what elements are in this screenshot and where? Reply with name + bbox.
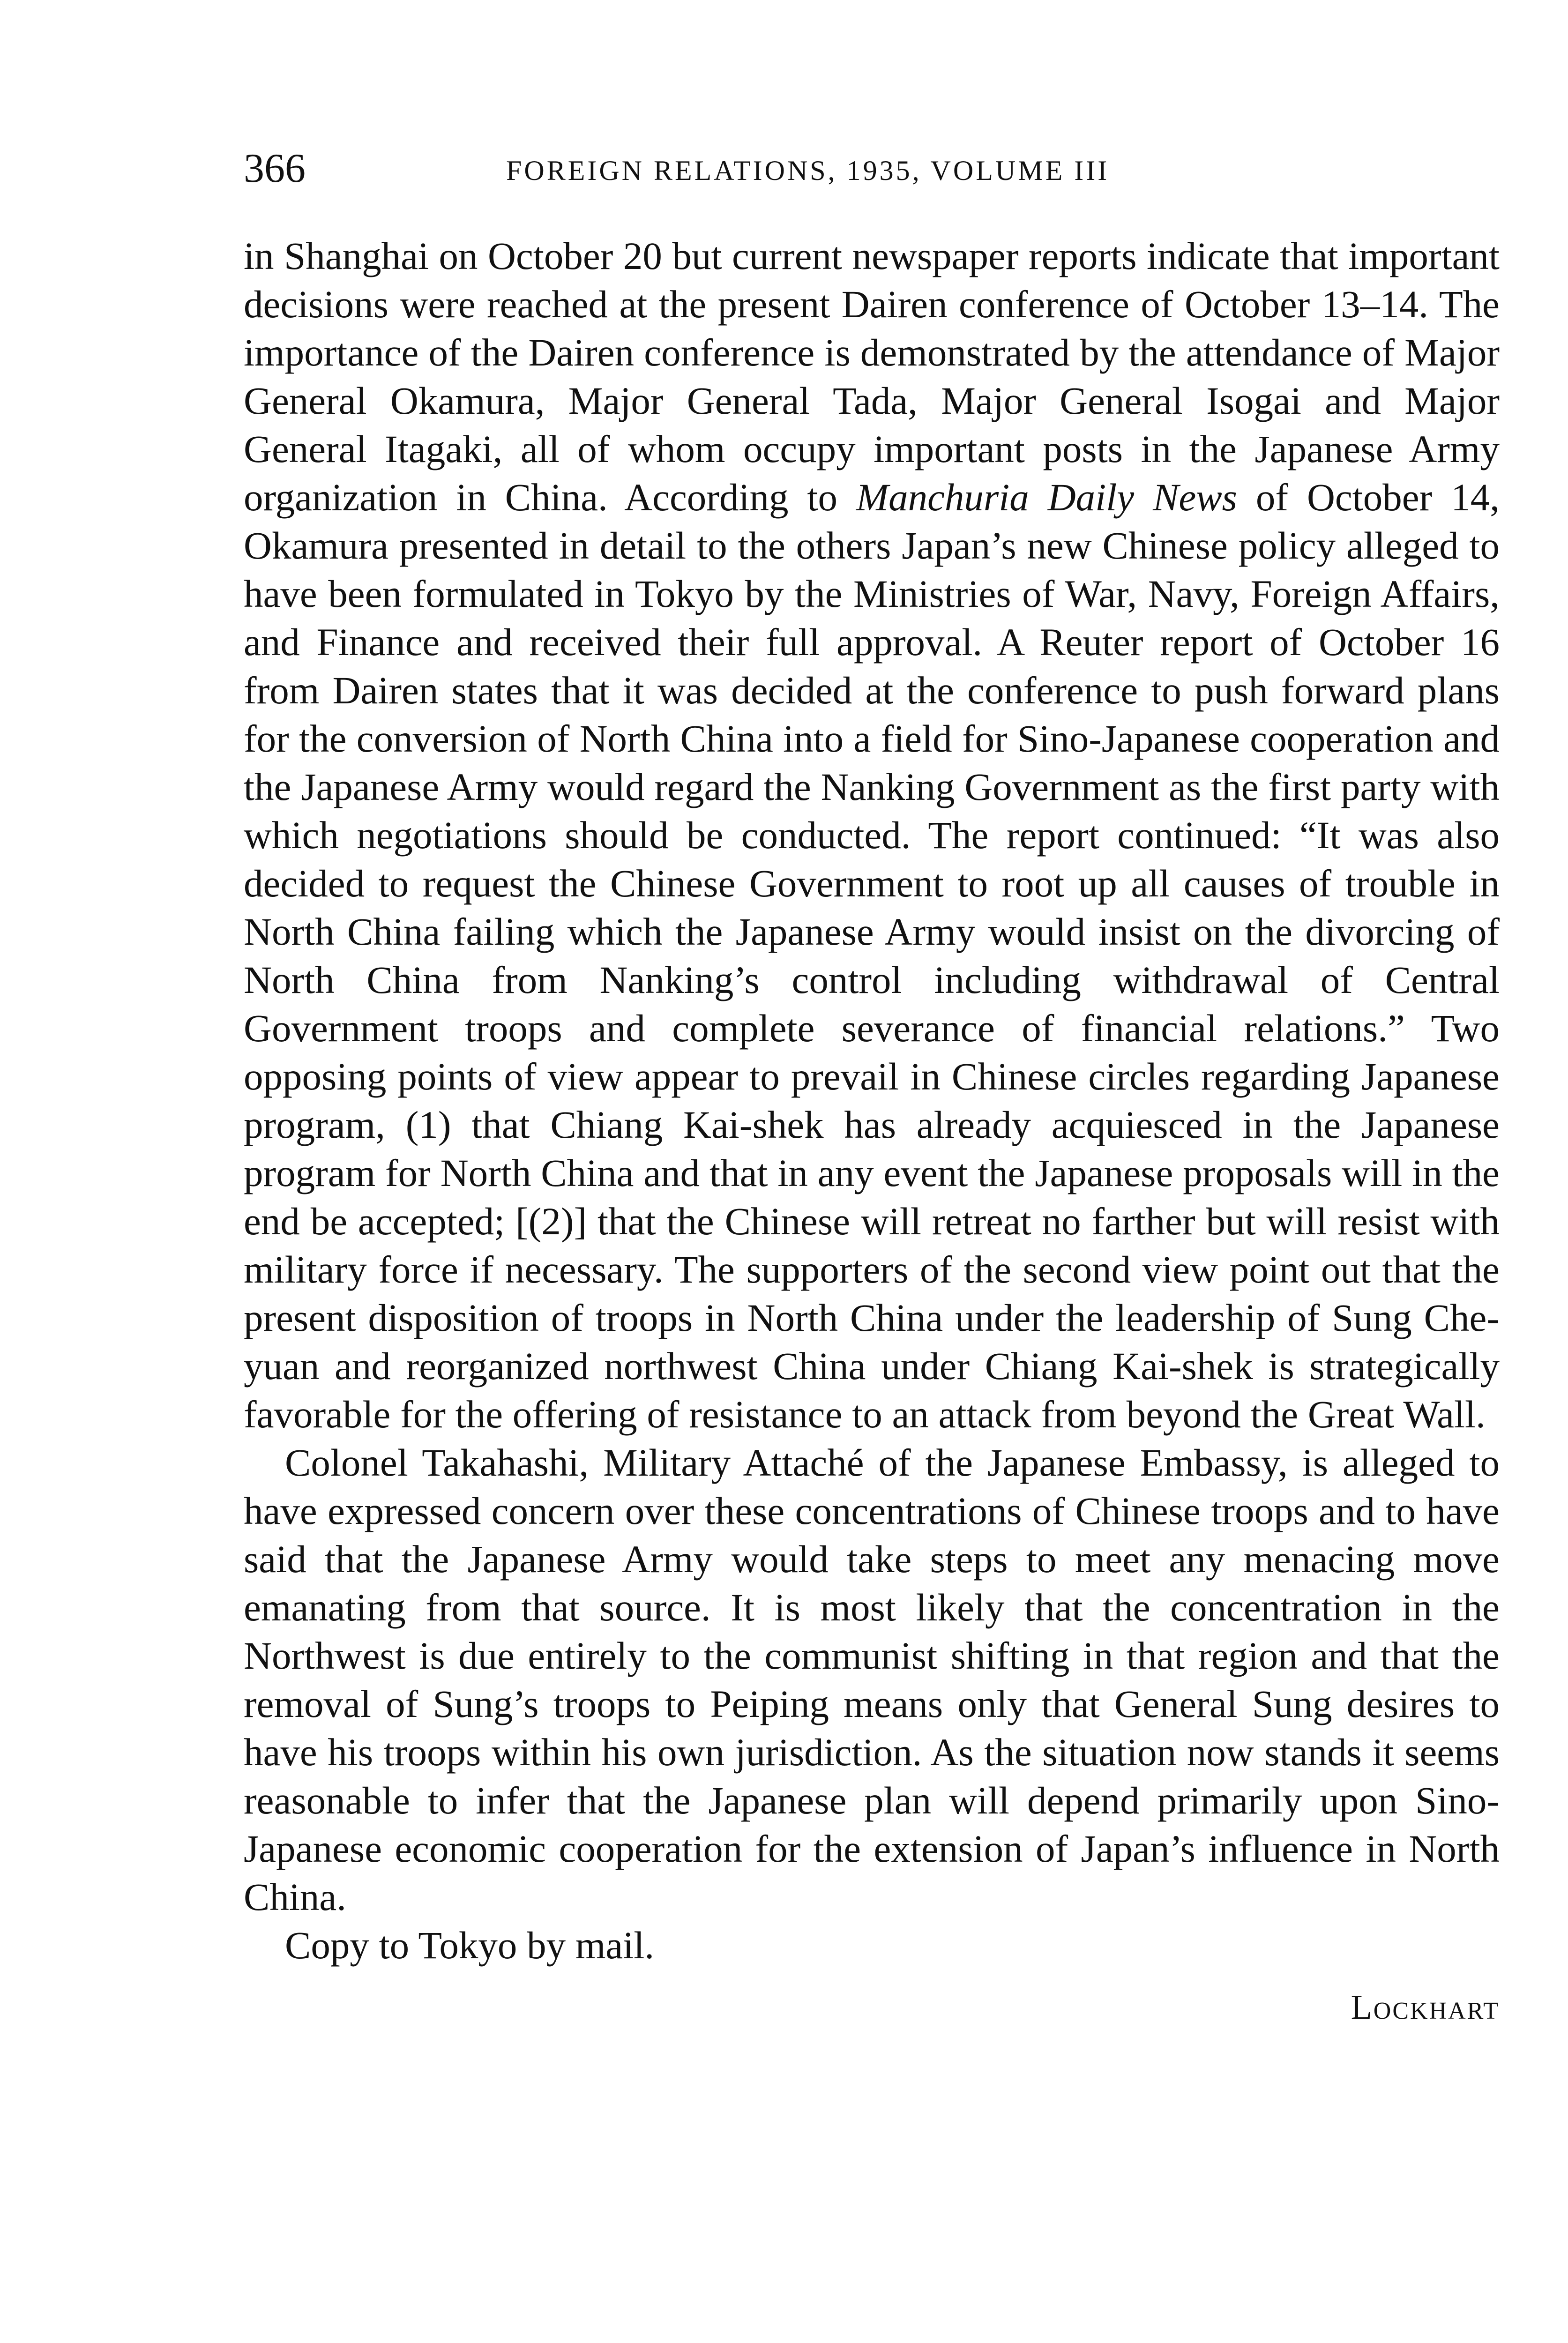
running-head: FOREIGN RELATIONS, 1935, VOLUME III [506, 155, 1110, 186]
paragraph-1-text-a: in Shanghai on October 20 but current newspaper reports indicate that important decisions were reached at the present Dairen conference of October 13–14. The importance of the Dairen conference is demonstrated by the attendance of Major General Okamura, Major General Tada, Major General Isogai and Major General Itagaki, all of whom occupy important posts in the Japanese Army organization in China. According to [244, 234, 1500, 519]
newspaper-title: Manchuria Daily News [856, 476, 1237, 519]
paragraph-2: Colonel Takahashi, Military Attaché of the Japanese Embassy, is alleged to have expressed concern over these concentrations of Chinese troops and to have said that the Japanese Army would take steps to meet any menacing move emanating from that source. It is most likely that the concentration in the Northwest is due entirely to the communist shifting in that region and that the removal of Sung’s troops to Peiping means only that General Sung desires to have his troops within his own jurisdiction. As the situation now stands it seems reasonable to infer that the Japanese plan will depend primarily upon Sino-Japanese economic cooperation for the extension of Japan’s influence in North China. [244, 1441, 1500, 1918]
document-body [244, 232, 1500, 2032]
signature: Lockhart [1351, 1988, 1500, 2027]
page-header [244, 145, 1500, 197]
page-number: 366 [244, 146, 306, 191]
paragraph-1 [244, 232, 1500, 1439]
closing-line: Copy to Tokyo by mail. [285, 1924, 655, 1967]
paragraph-1-text-b: of October 14, Okamura presented in detail to the others Japan’s new Chinese policy alleged to have been formulated in Tokyo by the Ministries of War, Navy, Foreign Affairs, and Finance and received their full approval. A Reuter report of October 16 from Dairen states that it was decided at the conference to push forward plans for the conversion of North China into a field for Sino-Japanese cooperation and the Japanese Army would regard the Nanking Government as the first party with which negotiations should be conducted. The report continued: “It was also decided to request the Chinese Government to root up all causes of trouble in North China failing which the Japanese Army would insist on the divorcing of North China from Nanking’s control including withdrawal of Central Government troops and complete severance of financial relations.” Two opposing points of view appear to prevail in Chinese circles regarding Japanese program, (1) that Chiang Kai-shek has already acquiesced in the Japanese program for North China and that in any event the Japanese proposals will in the end be accepted; [(2)] that the Chinese will retreat no farther but will resist with military force if necessary. The supporters of the second view point out that the present disposition of troops in North China under the leadership of Sung Che-yuan and reorganized northwest China under Chiang Kai-shek is strategically favorable for the offering of resistance to an attack from beyond the Great Wall. [244, 476, 1500, 1436]
